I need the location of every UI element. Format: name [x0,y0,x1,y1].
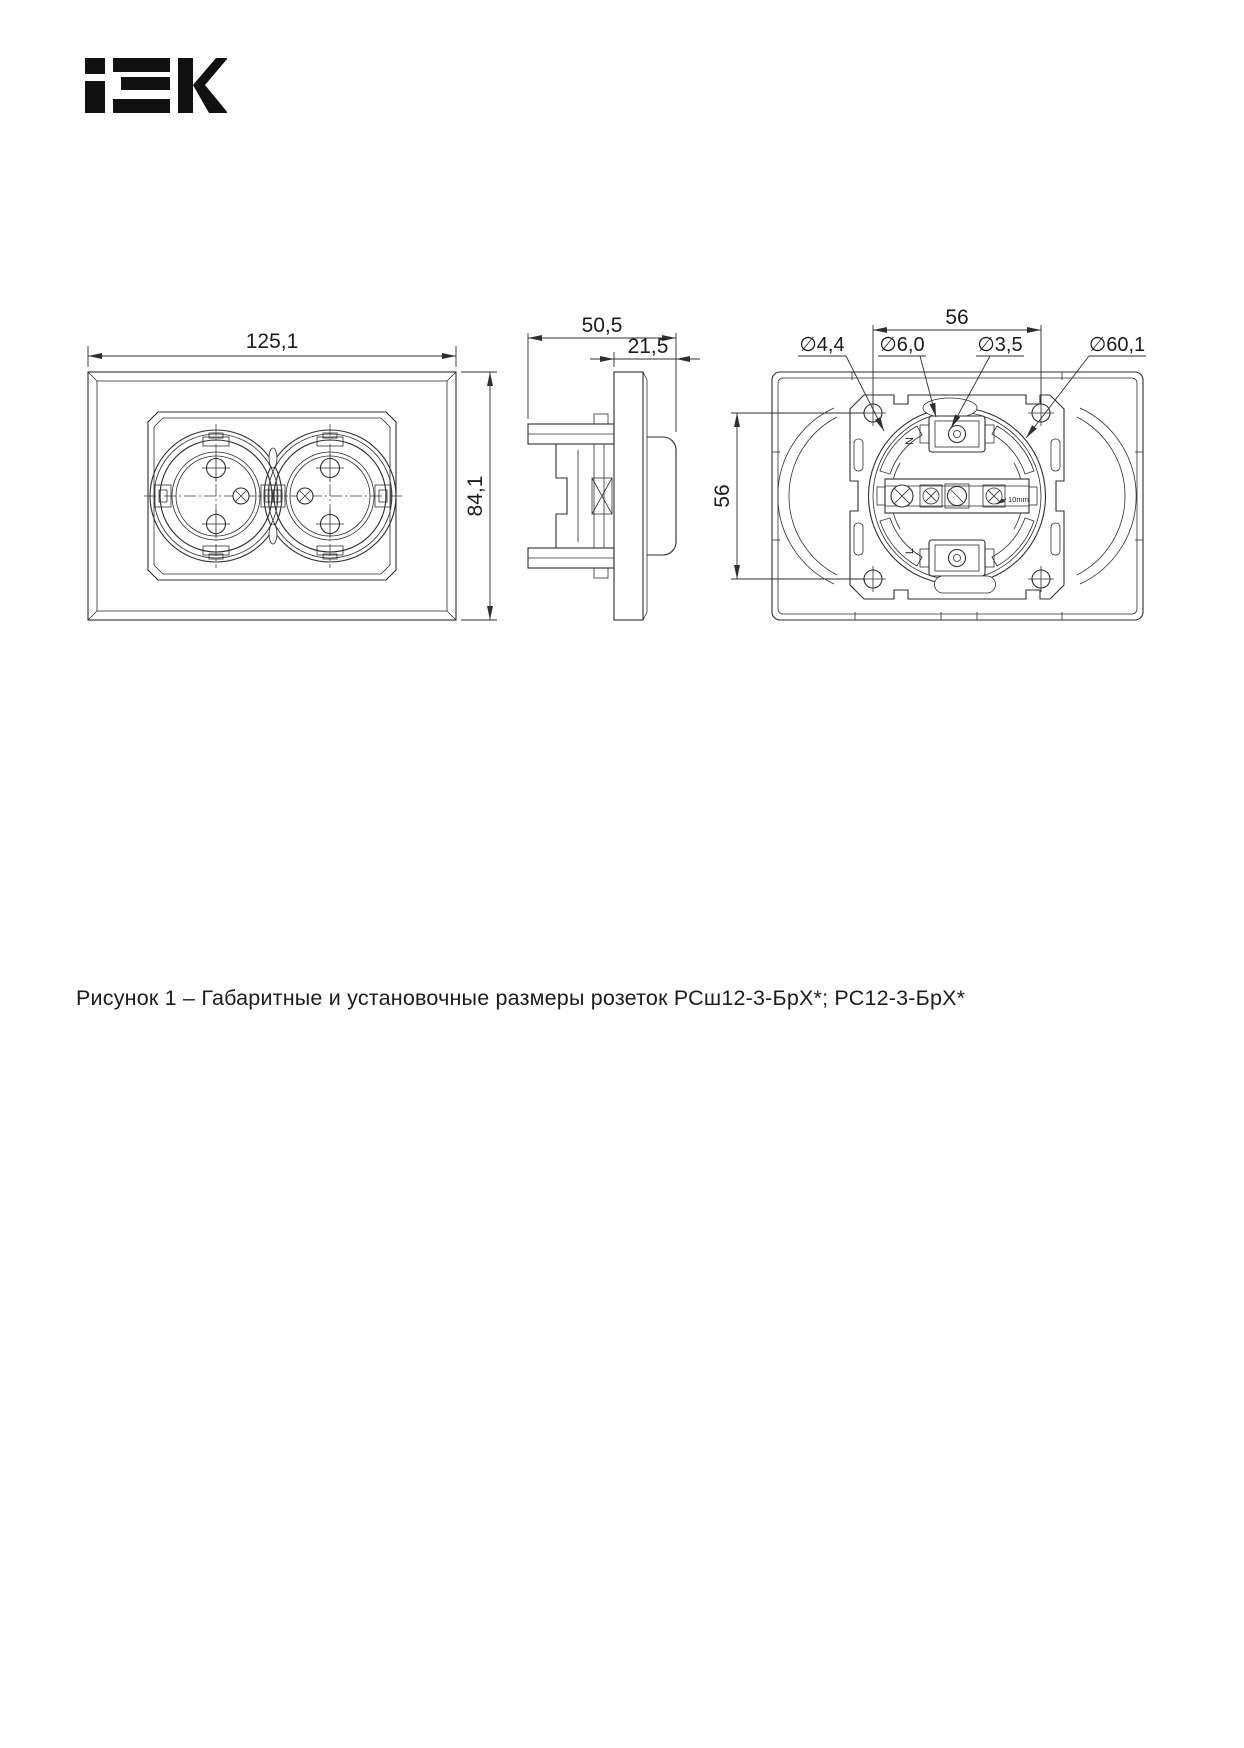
socket-right [258,424,402,568]
mechanism-diameter-label: ∅60,1 [1088,334,1146,356]
back-hspan-label: 56 [945,306,969,329]
side-protrusion-label: 21,5 [627,335,669,358]
front-height-dimension [461,372,497,620]
side-protrusion-dimension [590,335,700,367]
front-view [88,330,497,620]
strip-length-label: 10mm [1008,495,1029,504]
front-width-label: 125,1 [245,330,299,353]
terminal-l [904,540,996,593]
front-height-label: 84,1 [464,475,487,517]
screw-diameter-label: ∅3,5 [977,334,1023,356]
side-depth-label: 50,5 [581,314,623,337]
terminal-l-label: L [904,547,916,555]
dimension-drawing [0,290,1244,630]
claw-diameter-label: ∅4,4 [799,334,845,356]
front-width-dimension [88,330,456,367]
wire-diameter-label: ∅6,0 [879,334,925,356]
back-vspan-dimension [711,413,864,579]
iek-logo [85,58,227,115]
back-view [711,306,1146,620]
terminal-n-label: N [904,437,916,445]
back-vspan-label: 56 [711,484,734,508]
figure-caption: Рисунок 1 – Габаритные и установочные размеры розеток РСш12-3-БрХ*; РС12-3-БрХ* [76,986,966,1010]
iek-logo-glyphs [85,58,227,113]
terminal-n [904,398,994,452]
terminal-strip [877,479,1037,513]
side-view [528,314,700,620]
